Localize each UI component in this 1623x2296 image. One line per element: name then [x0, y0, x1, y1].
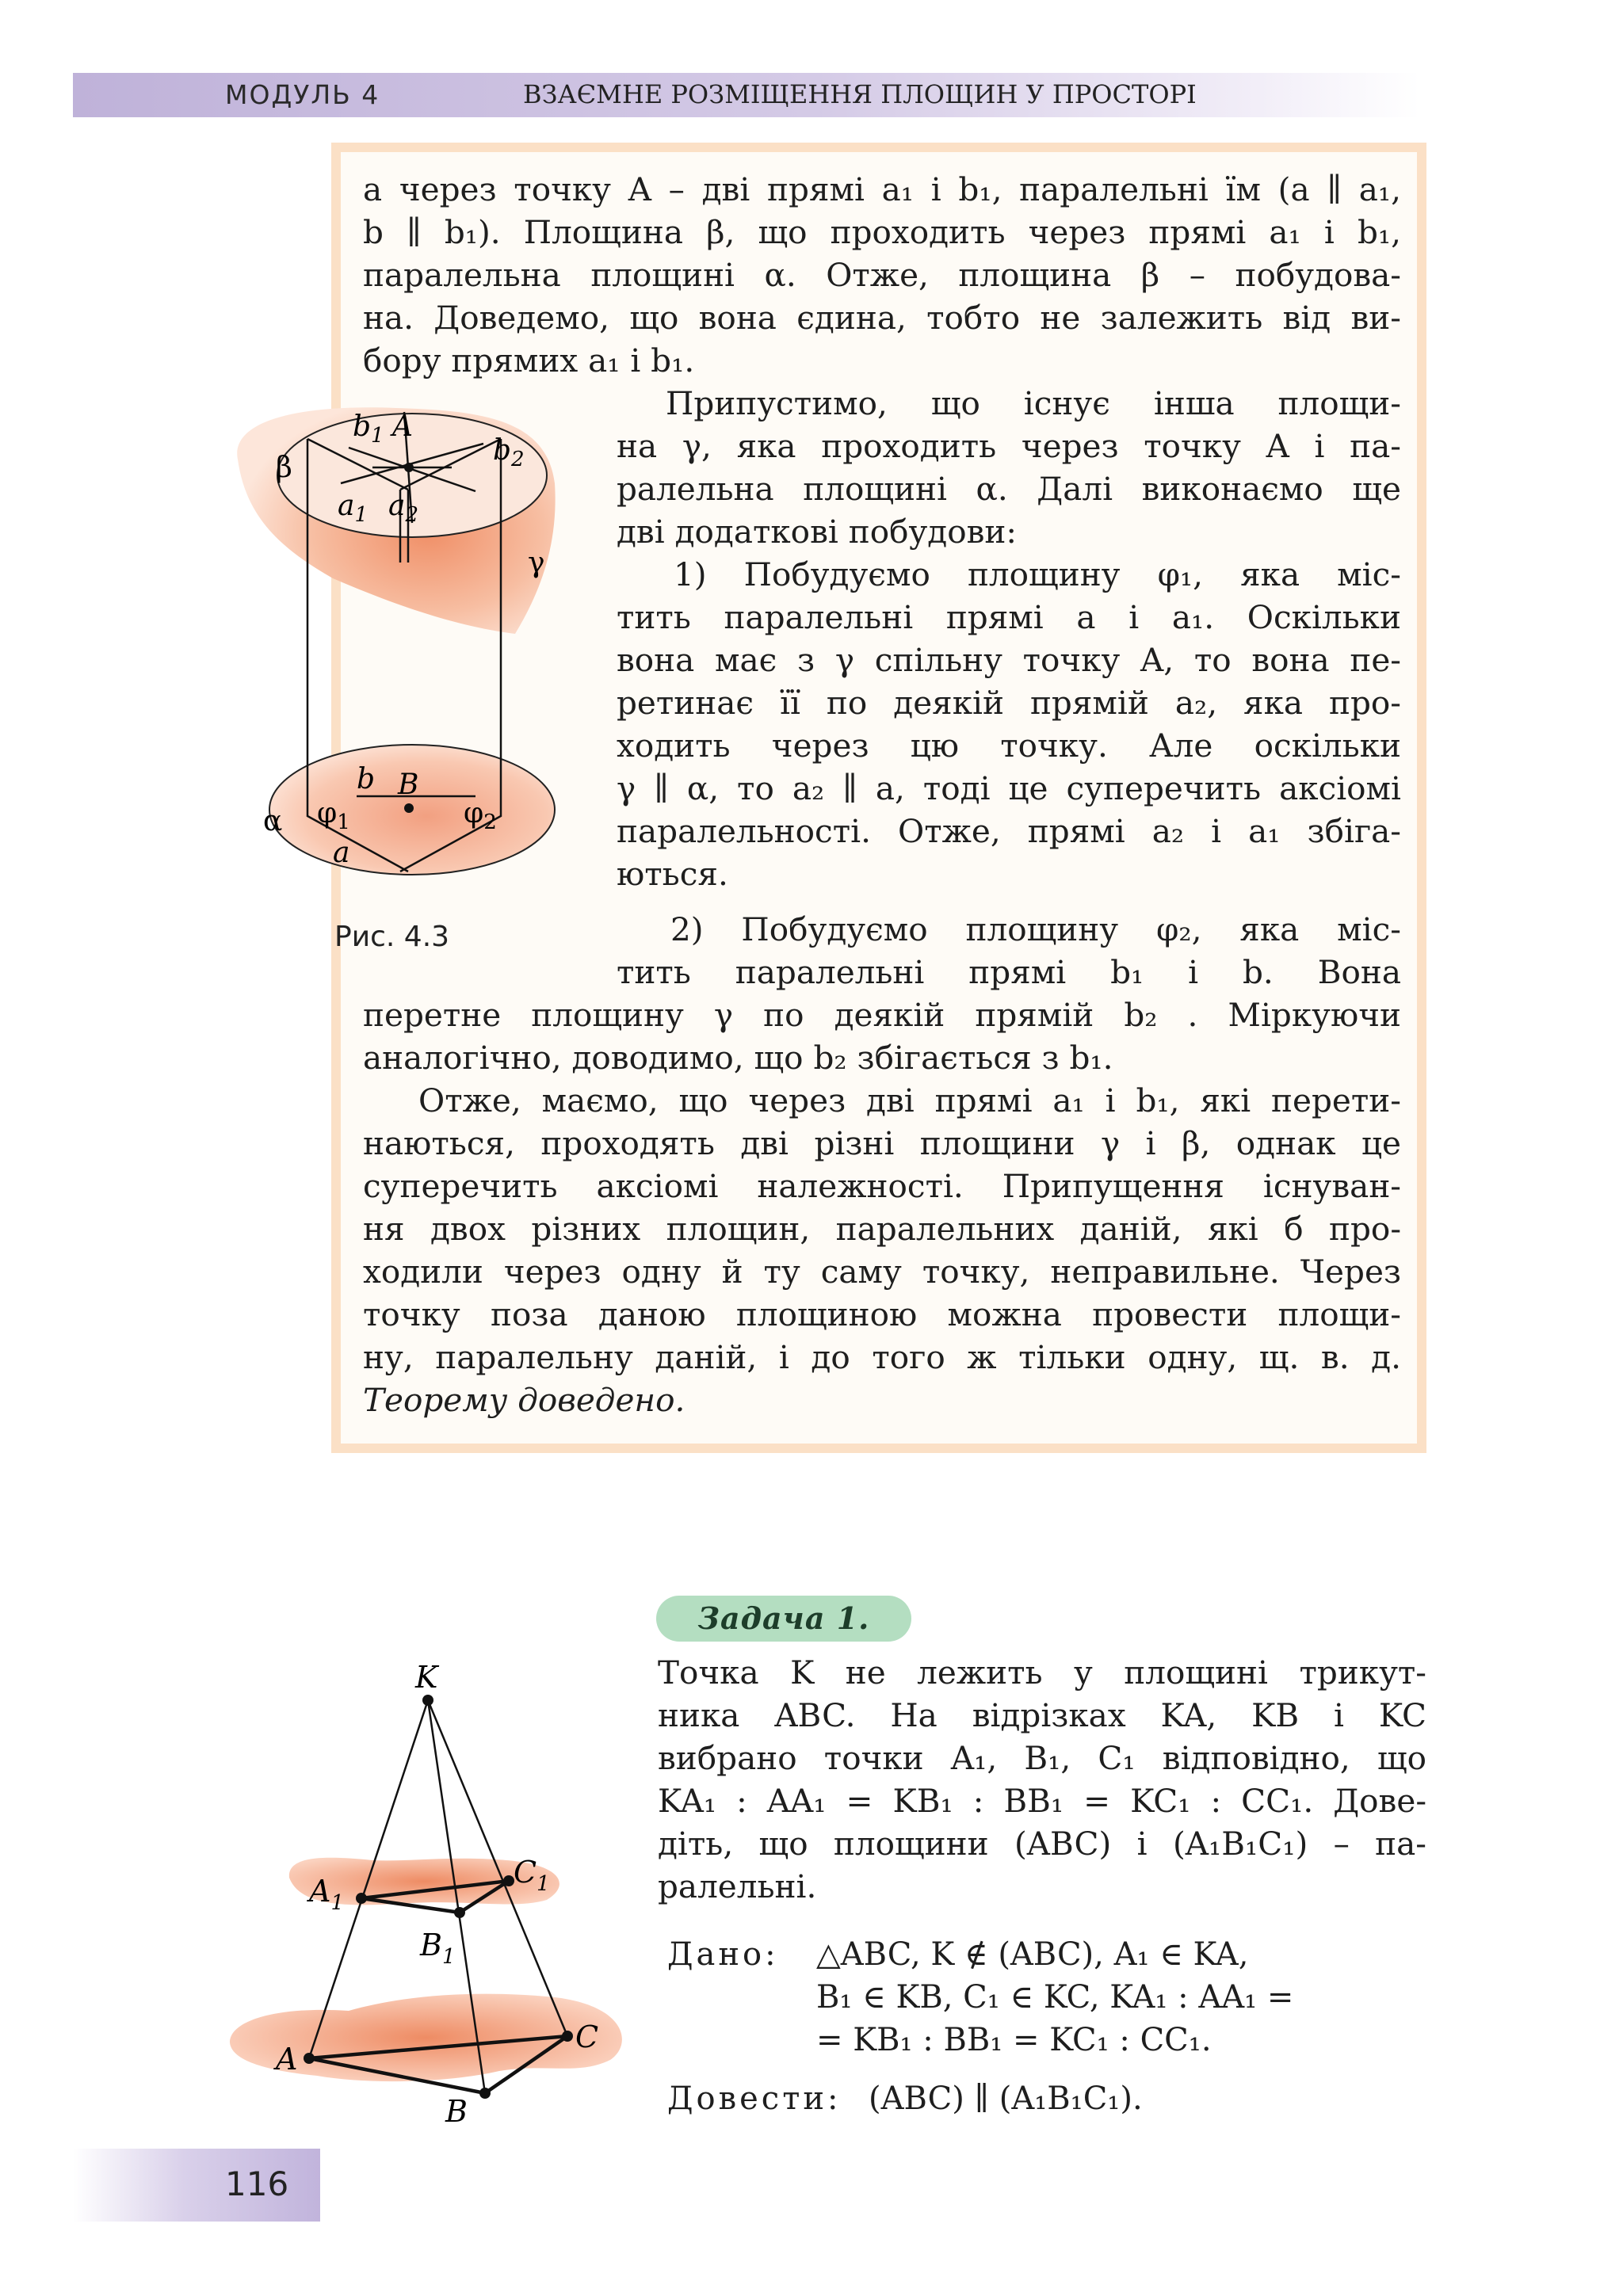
- given-line: B₁ ∈ KB, C₁ ∈ KC, KA₁ : AA₁ =: [816, 1979, 1294, 2016]
- task-tag: Задача 1.: [656, 1596, 911, 1642]
- proof-line: наються, проходять дві різні площини γ і β, однак це: [363, 1124, 1401, 1162]
- label-gamma: γ: [528, 547, 545, 579]
- proof-line: ретинає її по деякій прямій a₂, яка про-: [617, 684, 1401, 722]
- proof-line: паралельна площині α. Отже, площина β – побудова-: [363, 256, 1401, 294]
- label-a: a: [333, 837, 350, 869]
- label-alpha: α: [263, 805, 283, 837]
- figure-caption: Рис. 4.3: [334, 921, 450, 953]
- proof-line: перетне площину γ по деякій прямій b₂ . Міркуючи: [363, 996, 1401, 1034]
- point-K: [422, 1695, 433, 1706]
- task-statement-line: діть, що площини (ABC) і (A₁B₁C₁) – па-: [658, 1825, 1426, 1863]
- proof-line: суперечить аксіомі належності. Припущення існуван-: [363, 1167, 1401, 1205]
- proof-line: тить паралельні прямі a і a₁. Оскільки: [617, 598, 1401, 636]
- module-label: МОДУЛЬ 4: [225, 79, 380, 110]
- proof-line: ну, паралельну даній, і до того ж тільки одну, щ. в. д.: [363, 1338, 1401, 1376]
- proof-line: на γ, яка проходить через точку A і па-: [617, 427, 1401, 465]
- proof-line: паралельності. Отже, прямі a₂ і a₁ збіга-: [617, 812, 1401, 850]
- task-statement-line: ника ABC. На відрізках KA, KB і KC: [658, 1696, 1426, 1734]
- proof-line: точку поза даною площиною можна провести площи-: [363, 1295, 1401, 1333]
- task-statement-line: KA₁ : AA₁ = KB₁ : BB₁ = KC₁ : CC₁. Дове-: [658, 1782, 1426, 1820]
- label-a2: $a_2$: [388, 490, 419, 527]
- label-A1: $A_1$: [309, 1874, 344, 1915]
- figure-4-3: [214, 388, 610, 911]
- point-A1: [356, 1893, 367, 1904]
- prove-label: Довести:: [667, 2081, 842, 2117]
- task-statement-line: вибрано точки A₁, B₁, C₁ відповідно, що: [658, 1739, 1426, 1777]
- point-C1: [503, 1875, 514, 1886]
- task-statement-line: Точка K не лежить у площині трикут-: [658, 1653, 1426, 1691]
- label-phi1: $\varphi_1$: [317, 797, 350, 834]
- label-b2: $b_2$: [493, 434, 525, 471]
- proof-line: ня двох різних площин, паралельних даній, які б про-: [363, 1210, 1401, 1248]
- point-A: [404, 463, 414, 472]
- proof-line: γ ∥ α, то a₂ ∥ a, тоді це суперечить аксіомі: [617, 769, 1401, 807]
- proof-line: b ∥ b₁). Площина β, що проходить через прямі a₁ і b₁,: [363, 213, 1401, 251]
- label-b: b: [357, 763, 376, 795]
- task-figure: [214, 1648, 642, 2139]
- point-B: [404, 803, 414, 813]
- proof-line: тить паралельні прямі b₁ і b. Вона: [617, 953, 1401, 991]
- proof-line: ходить через цю точку. Але оскільки: [617, 727, 1401, 765]
- label-C: C: [575, 2019, 599, 2054]
- label-B: B: [398, 769, 419, 801]
- proof-line: бору прямих a₁ і b₁.: [363, 341, 695, 379]
- label-K: K: [415, 1660, 438, 1695]
- label-B1: $B_1$: [420, 1928, 456, 1969]
- label-A: A: [276, 2042, 298, 2077]
- label-phi2: $\varphi_2$: [464, 797, 497, 834]
- proof-line: а через точку A – дві прямі a₁ і b₁, паралельні їм (a ∥ a₁,: [363, 170, 1401, 208]
- proof-line: Припустимо, що існує інша площи-: [666, 384, 1401, 422]
- proof-line: ралельна площині α. Далі виконаємо ще: [617, 470, 1401, 508]
- point-A: [304, 2053, 315, 2064]
- proof-line: дві додаткові побудови:: [617, 513, 1018, 551]
- proof-line: 2) Побудуємо площину φ₂, яка міс-: [670, 910, 1401, 948]
- running-header: [73, 73, 1420, 117]
- task-statement-line: ралельні.: [658, 1867, 817, 1905]
- module-title: ВЗАЄМНЕ РОЗМІЩЕННЯ ПЛОЩИН У ПРОСТОРІ: [523, 79, 1197, 109]
- label-b1: $b_1$: [353, 410, 384, 448]
- point-B1: [454, 1907, 465, 1918]
- label-beta: β: [276, 452, 292, 484]
- proof-conclusion: Теорему доведено.: [363, 1381, 685, 1419]
- proof-line: аналогічно, доводимо, що b₂ збігається з b₁.: [363, 1039, 1113, 1077]
- proof-line: вона має з γ спільну точку A, то вона пе-: [617, 641, 1401, 679]
- label-a1: $a_1$: [338, 490, 369, 527]
- prove-text: (ABC) ∥ (A₁B₁C₁).: [869, 2081, 1143, 2117]
- point-B: [479, 2088, 491, 2099]
- label-B: B: [445, 2094, 468, 2129]
- proof-line: Отже, маємо, що через дві прямі a₁ і b₁, які перети-: [418, 1081, 1401, 1119]
- point-C: [562, 2031, 573, 2042]
- label-A: A: [392, 410, 413, 443]
- proof-line: ються.: [617, 855, 728, 893]
- given-line: △ABC, K ∉ (ABC), A₁ ∈ KA,: [816, 1936, 1249, 1973]
- page-number-band: [73, 2149, 320, 2222]
- proof-line: ходили через одну й ту саму точку, неправильне. Через: [363, 1253, 1401, 1291]
- proof-line: 1) Побудуємо площину φ₁, яка міс-: [674, 555, 1401, 593]
- given-line: = KB₁ : BB₁ = KC₁ : CC₁.: [816, 2022, 1212, 2058]
- page-number: 116: [225, 2164, 289, 2203]
- label-C1: $C_1$: [514, 1855, 550, 1896]
- given-label: Дано:: [667, 1936, 779, 1973]
- proof-line: на. Доведемо, що вона єдина, тобто не залежить від ви-: [363, 299, 1401, 337]
